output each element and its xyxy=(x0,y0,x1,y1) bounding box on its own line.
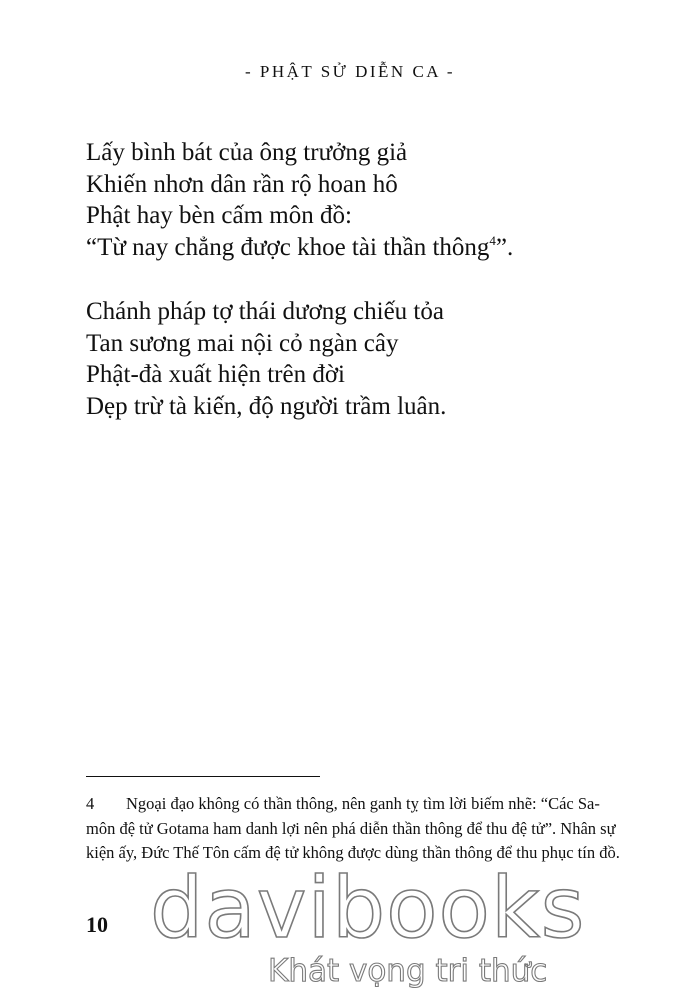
verse-line: Lấy bình bát của ông trưởng giả xyxy=(86,139,408,166)
footnote-text: Ngoại đạo không có thần thông, nên ganh tỵ tìm lời biếm nhẽ: “Các Sa-môn đệ tử Gotama ham danh lợi nên phá diễn thần thông để thu đệ tử”. Nhân sự kiện ấy, Đức Thế Tôn cấm đệ tử không được dùng thần thông để thu phục tín đồ. xyxy=(86,794,620,862)
stanza-1 xyxy=(86,137,646,263)
footnote-divider xyxy=(86,776,320,777)
verse-line-with-footnote xyxy=(86,232,646,264)
watermark-logo: davibooks xyxy=(150,859,586,957)
watermark-slogan: Khát vọng tri thức xyxy=(268,953,548,989)
verse-text: “Từ nay chẳng được khoe tài thần thông xyxy=(86,233,490,261)
poem xyxy=(86,137,646,455)
footnote xyxy=(86,792,620,866)
verse-closing-quote: ”. xyxy=(495,233,514,261)
running-header: - PHẬT SỬ DIỄN CA - xyxy=(244,62,456,81)
footnote-reference: 4 xyxy=(489,232,496,248)
verse-line: Khiến nhơn dân rần rộ hoan hô xyxy=(86,170,398,198)
verse-line: Phật-đà xuất hiện trên đời xyxy=(86,361,345,388)
stanza-2 xyxy=(86,296,646,422)
footnote-number: 4 xyxy=(86,794,95,813)
verse-line: Tan sương mai nội cỏ ngàn cây xyxy=(86,329,399,357)
page-number: 10 xyxy=(86,912,108,937)
verse-line: Chánh pháp tợ thái dương chiếu tỏa xyxy=(86,298,444,325)
verse-line: Dẹp trừ tà kiến, độ người trầm luân. xyxy=(86,392,447,420)
verse-line: Phật hay bèn cấm môn đồ: xyxy=(86,202,352,229)
